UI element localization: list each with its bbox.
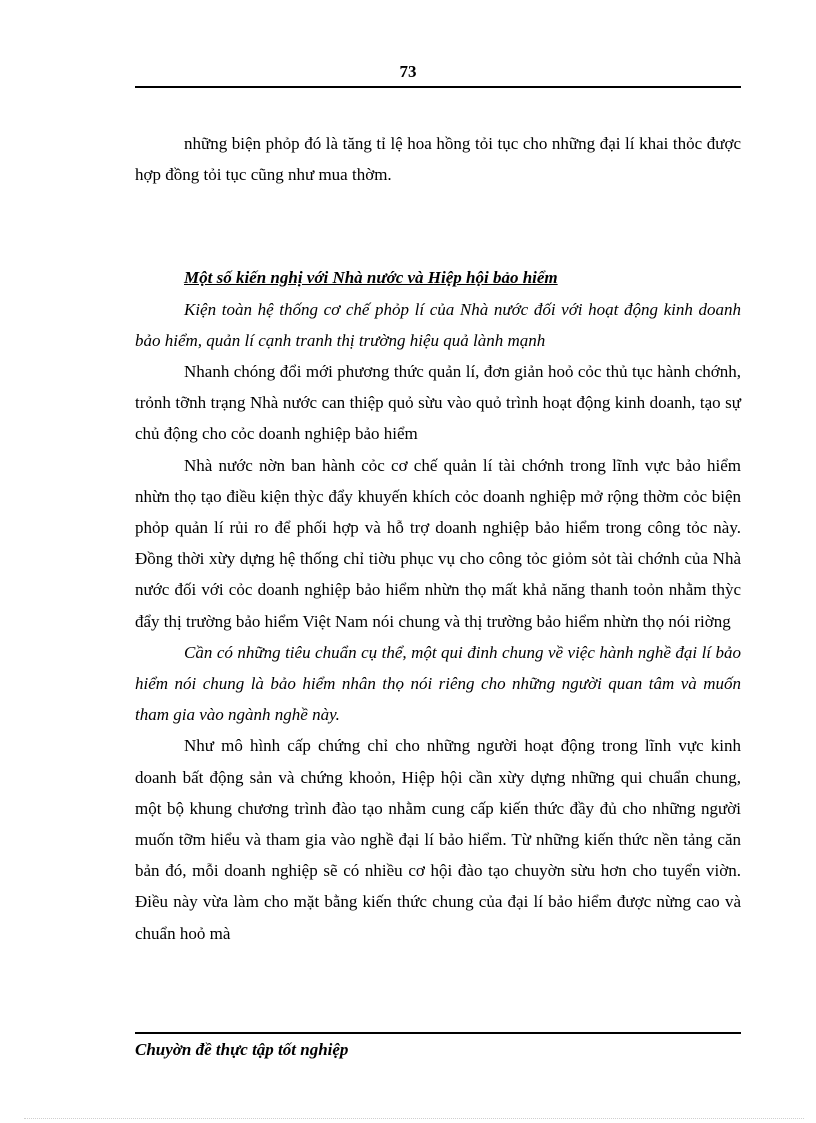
- body-paragraph-2: Kiện toàn hệ thống cơ chế phỏp lí của Nhà nước đối với hoạt động kinh doanh bảo hiểm, quản lí cạnh tranh thị trường hiệu quả lành mạnh: [135, 299, 741, 350]
- header-rule: [135, 86, 741, 88]
- footer-rule: [135, 1032, 741, 1034]
- page-body: [135, 128, 741, 949]
- page-bottom-dotted-edge: [24, 1118, 804, 1119]
- body-paragraph-1: những biện phỏp đó là tăng tỉ lệ hoa hồng tỏi tục cho những đại lí khai thỏc được hợp đồng tỏi tục cũng như mua thờm.: [135, 134, 741, 185]
- body-paragraph-6: Như mô hình cấp chứng chỉ cho những người hoạt động trong lĩnh vực kinh doanh bất động sản và chứng khoỏn, Hiệp hội cần xừy dựng những qui chuẩn chung, một bộ khung chương trình đào tạo nhằm cung cấp kiến thức đầy đủ cho những người muốn tỡm hiểu và tham gia vào nghề đại lí bảo hiểm. Từ những kiến thức nền tảng căn bản đó, mỗi doanh nghiệp sẽ có nhiều cơ hội đào tạo chuyờn sừu hơn cho tuyển viờn. Điều này vừa làm cho mặt bằng kiến thức chung của đại lí bảo hiểm được nừng cao và chuẩn hoỏ mà: [135, 736, 741, 943]
- page-number: 73: [399, 62, 417, 81]
- body-paragraph-3: Nhanh chóng đổi mới phương thức quản lí, đơn giản hoỏ cỏc thủ tục hành chớnh, trỏnh tỡnh trạng Nhà nước can thiệp quỏ sừu vào quỏ trình hoạt động kinh doanh, tạo sự chủ động cho cỏc doanh nghiệp bảo hiểm: [135, 362, 741, 444]
- section-heading: Một số kiến nghị với Nhà nước và Hiệp hội bảo hiểm: [184, 268, 558, 288]
- footer-title: Chuyờn đề thực tập tốt nghiệp: [135, 1040, 349, 1059]
- body-paragraph-4: Nhà nước nờn ban hành cỏc cơ chế quản lí tài chớnh trong lĩnh vực bảo hiểm nhừn thọ tạo điều kiện thỳc đẩy khuyến khích cỏc doanh nghiệp mở rộng thờm cỏc biện phỏp quản lí rủi ro để phối hợp và hỗ trợ doanh nghiệp bảo hiểm trong công tỏc này. Đồng thời xừy dựng hệ thống chỉ tiờu phục vụ cho công tỏc giỏm sỏt tài chớnh của Nhà nước đối với cỏc doanh nghiệp bảo hiểm nhừn thọ mất khả năng thanh toỏn nhằm thỳc đẩy thị trường bảo hiểm Việt Nam nói chung và thị trường bảo hiểm nhừn thọ nói riờng: [135, 455, 741, 631]
- body-paragraph-5: Cần có những tiêu chuẩn cụ thể, một qui đinh chung về việc hành nghề đại lí bảo hiểm nói chung là bảo hiểm nhân thọ nói riêng cho những người quan tâm và muốn tham gia vào ngành nghề này.: [135, 642, 741, 725]
